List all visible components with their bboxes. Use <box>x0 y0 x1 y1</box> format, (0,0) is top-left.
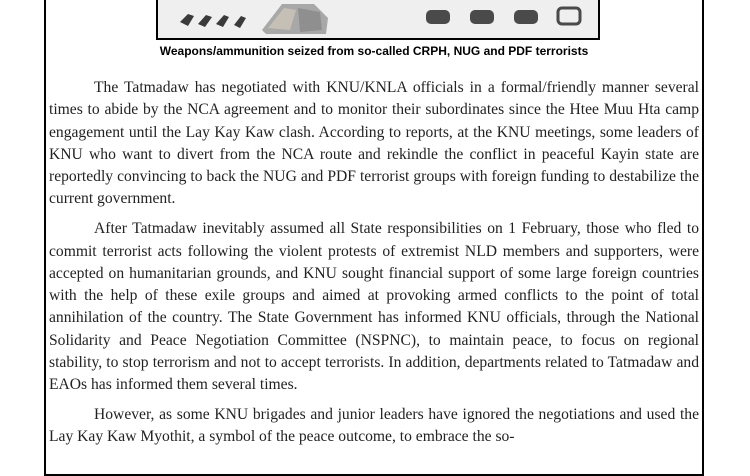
article-paragraph: However, as some KNU brigades and junior leaders have ignored the negotiations and used the Lay Kay Kaw Myothit, a symbol of the peace outcome, to embrace the so- <box>49 406 699 446</box>
article-body <box>49 77 699 456</box>
photo-caption: Weapons/ammunition seized from so-called CRPH, NUG and PDF terrorists <box>159 44 589 58</box>
seized-weapons-photo <box>156 0 600 40</box>
magazine-icon <box>514 10 538 24</box>
article-paragraph: After Tatmadaw inevitably assumed all State responsibilities on 1 February, those who fled to commit terrorist acts following the violent protests of extremist NLD members and supporters, were accepted on humanitarian grounds, and KNU sought financial support of some large foreign countries with the help of these exile groups and aimed at provoking armed conflicts to the point of total annihilation of the country. The State Government has informed KNU officials, through the National Solidarity and Peace Negotiation Committee (NSPNC), to maintain peace, to focus on regional stability, to stop terrorism and not to accept terrorists. In addition, departments related to Tatmadaw and EAOs has informed them several times. <box>49 220 699 394</box>
magazine-icon <box>470 10 494 24</box>
magazine-icon <box>426 10 450 24</box>
article-paragraph: The Tatmadaw has negotiated with KNU/KNLA officials in a formal/friendly manner several times to abide by the NCA agreement and to monitor their subordinates since the Htee Muu Hta camp engagement until the Lay Kay Kaw clash. According to reports, at the KNU meetings, some leaders of KNU who want to divert from the NCA route and rekindle the conflict in peaceful Kayin state are reportedly convincing to back the NUG and PDF terrorist groups with foreign funding to destabilize the current government. <box>49 79 699 208</box>
